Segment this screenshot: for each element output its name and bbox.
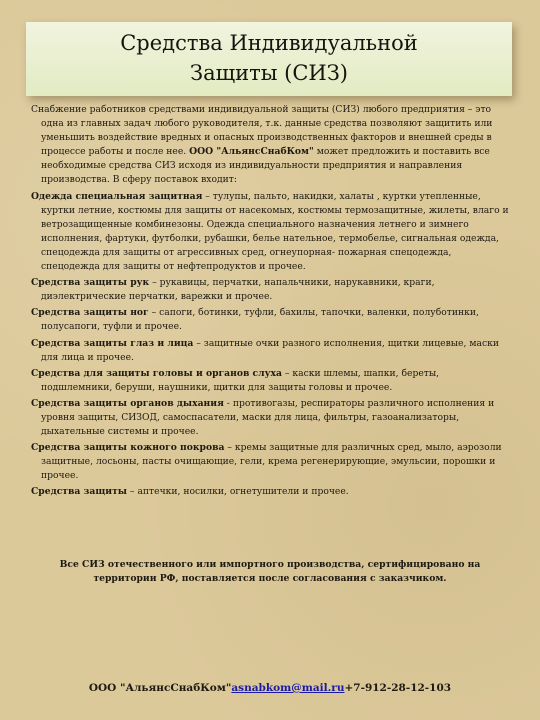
item-lead: Средства защиты глаз и лица — [31, 337, 194, 349]
item-text: – рукавицы, перчатки, напальчники, нарукавники, краги, диэлектрические перчатки, варежки и прочее. — [41, 277, 435, 303]
intro-text-2: может предложить и поставить все необходимые средства СИЗ исходя из индивидуальности предприятия и направления производства. В сферу поставок входит: — [41, 146, 490, 186]
intro-paragraph — [31, 103, 513, 188]
item-lead: Одежда специальная защитная — [31, 190, 203, 202]
item-text: – защитные очки разного исполнения, щитки лицевые, маски для лица и прочее. — [41, 337, 499, 363]
item-lead: Средства защиты кожного покрова — [31, 442, 225, 454]
intro-text-1: Снабжение работников средствами индивидуальной защиты (СИЗ) любого предприятия – это одна из главных задач любого руководителя, т.к. данные средства позволяют защитить или уменьшить воздействие вредных и опасных производственных факторов и внешней среды в процессе работы и после нее. — [31, 104, 493, 158]
list-item-feet — [31, 306, 513, 334]
footer-phone: +7-912-28-12-103 — [344, 682, 452, 694]
list-item-skin — [31, 441, 513, 483]
list-item-clothing — [31, 190, 513, 275]
title-line-1: Средства Индивидуальной — [120, 31, 418, 55]
footer-email-link[interactable]: asnabkom@mail.ru — [231, 682, 345, 694]
item-lead: Средства для защиты головы и органов слуха — [31, 367, 282, 379]
body-text — [31, 103, 513, 500]
title-banner — [26, 22, 512, 96]
item-text: - противогазы, респираторы различного исполнения и уровня защиты, СИЗОД, самоспасатели, маски для лица, фильтры, газоанализаторы, дыхательные системы и прочее. — [41, 397, 495, 438]
footer-company: ООО "АльянсСнабКом" — [88, 682, 232, 694]
item-lead: Средства защиты рук — [31, 277, 150, 289]
item-text: – аптечки, носилки, огнетушители и прочее. — [127, 486, 349, 498]
list-item-respiratory — [31, 397, 513, 439]
list-item-head-hearing — [31, 367, 513, 395]
title-line-2: Защиты (СИЗ) — [190, 61, 348, 85]
list-item-first-aid — [31, 485, 513, 499]
intro-company-name: ООО "АльянсСнабКом" — [189, 146, 314, 158]
item-text: – сапоги, ботинки, туфли, бахилы, тапочки, валенки, полуботинки, полусапоги, туфли и прочее. — [41, 307, 479, 333]
list-item-eyes-face — [31, 337, 513, 365]
item-lead: Средства защиты — [31, 486, 128, 498]
item-lead: Средства защиты органов дыхания — [31, 397, 224, 409]
item-lead: Средства защиты ног — [31, 307, 149, 319]
certification-notice: Все СИЗ отечественного или импортного производства, сертифицировано на территории РФ, поставляется после согласования с заказчиком. — [59, 559, 481, 584]
item-text: – кремы защитные для различных сред, мыло, аэрозоли защитные, лосьоны, пасты очищающие, гели, крема регенерирующие, эмульсии, порошки и прочее. — [41, 442, 502, 482]
item-text: – каски шлемы, шапки, береты, подшлемники, беруши, наушники, щитки для защиты головы и прочее. — [41, 367, 440, 393]
item-text: – тулупы, пальто, накидки, халаты , куртки утепленные, куртки летние, костюмы для защиты от насекомых, костюмы термозащитные, жилеты, влаго и ветрозащищенные комбинезоны. Одежда специального назначения летнего и зимнего исполнения, фартуки, футболки, рубашки, белье нательное, термобелье, сигнальная одежда, спецодежда для защиты от агрессивных сред, огнеупорная- пожарная спецодежда, спецодежда для защиты от нефтепродуктов и прочее. — [41, 190, 509, 273]
footer-contacts — [0, 682, 540, 694]
list-item-hands — [31, 276, 513, 304]
